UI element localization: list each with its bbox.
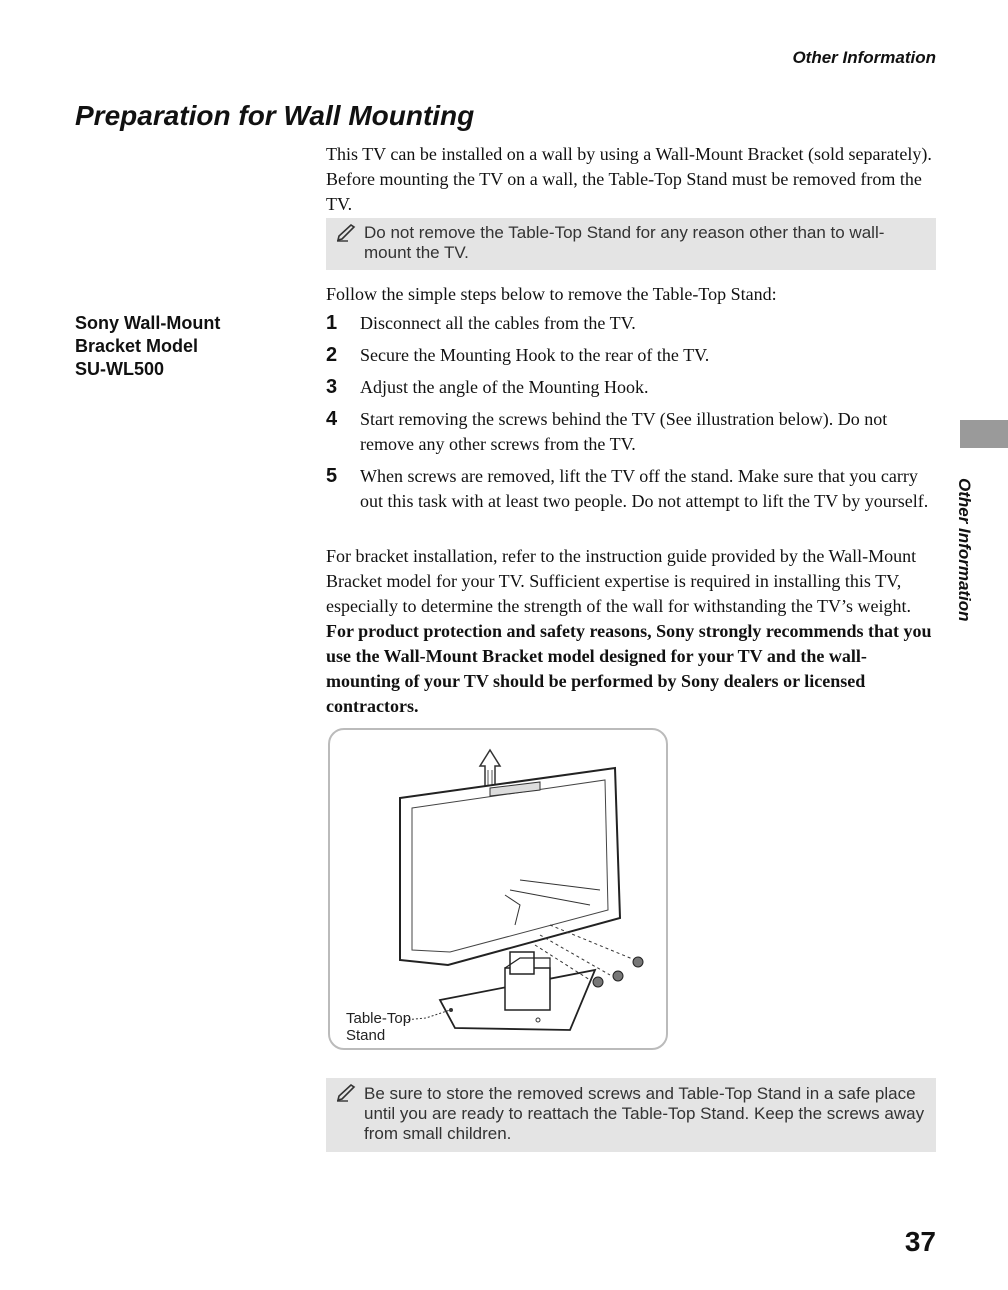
step-text: Disconnect all the cables from the TV. (360, 313, 636, 333)
step-number: 1 (326, 312, 338, 334)
section-side-tab-label: Other Information (955, 478, 974, 622)
caution-note-2 (326, 1078, 936, 1152)
step-item (326, 375, 936, 400)
stand-callout-label (346, 1010, 411, 1044)
step-text: When screws are removed, lift the TV off the stand. Make sure that you carry out this task with at least two people. Do not attempt to lift the TV by yourself. (360, 466, 929, 511)
section-tab-marker (960, 420, 1008, 448)
step-text: Start removing the screws behind the TV (See illustration below). Do not remove any other screws from the TV. (360, 409, 888, 454)
caution-note-1-text: Do not remove the Table-Top Stand for any reason other than to wall-mount the TV. (364, 223, 885, 262)
stand-callout-line-1: Table-Top (346, 1010, 412, 1027)
page-number: 37 (904, 1226, 936, 1257)
step-number: 4 (326, 408, 338, 430)
step-number: 5 (326, 465, 338, 487)
pencil-note-icon (336, 1084, 358, 1102)
tv-stand-illustration (328, 728, 668, 1050)
step-item (326, 343, 936, 368)
steps-intro: Follow the simple steps below to remove the Table-Top Stand: (326, 284, 777, 304)
caution-note-1 (326, 218, 936, 270)
pencil-note-icon (336, 224, 358, 242)
tv-rear-icon (400, 768, 620, 965)
bracket-text: For bracket installation, refer to the instruction guide provided by the Wall-Mount Bracket model for your TV. Sufficient expertise is required in installing this TV, especially to determine the strength of the wall for withstanding the TV’s weight. (326, 546, 917, 616)
steps-list (326, 311, 936, 521)
step-item (326, 407, 936, 457)
tv-removal-diagram (330, 730, 666, 1048)
bracket-paragraph (326, 544, 936, 719)
page-title: Preparation for Wall Mounting (75, 100, 475, 131)
step-text: Secure the Mounting Hook to the rear of the TV. (360, 345, 710, 365)
table-top-stand-icon (440, 952, 595, 1030)
step-text: Adjust the angle of the Mounting Hook. (360, 377, 649, 397)
intro-paragraph: This TV can be installed on a wall by using a Wall-Mount Bracket (sold separately). Before mounting the TV on a wall, the Table-Top Stand must be removed from the TV. (326, 144, 932, 214)
sidebar-line-3: SU-WL500 (75, 359, 165, 379)
step-number: 3 (326, 376, 338, 398)
step-item (326, 464, 936, 514)
section-side-tab (950, 478, 974, 628)
running-header: Other Information (792, 48, 936, 67)
sidebar-model-info (75, 312, 275, 381)
sidebar-line-1: Sony Wall-Mount (75, 313, 221, 333)
bracket-recommendation: For product protection and safety reasons, Sony strongly recommends that you use the Wall-Mount Bracket model designed for your TV and the wall-mounting of your TV should be performed by Sony dealers or licensed contractors. (326, 621, 932, 716)
step-number: 2 (326, 344, 338, 366)
step-item (326, 311, 936, 336)
caution-note-2-text: Be sure to store the removed screws and Table-Top Stand in a safe place until you are ready to reattach the Table-Top Stand. Keep the screws away from small children. (364, 1084, 925, 1143)
stand-callout-line-2: Stand (346, 1027, 386, 1044)
sidebar-line-2: Bracket Model (75, 336, 199, 356)
